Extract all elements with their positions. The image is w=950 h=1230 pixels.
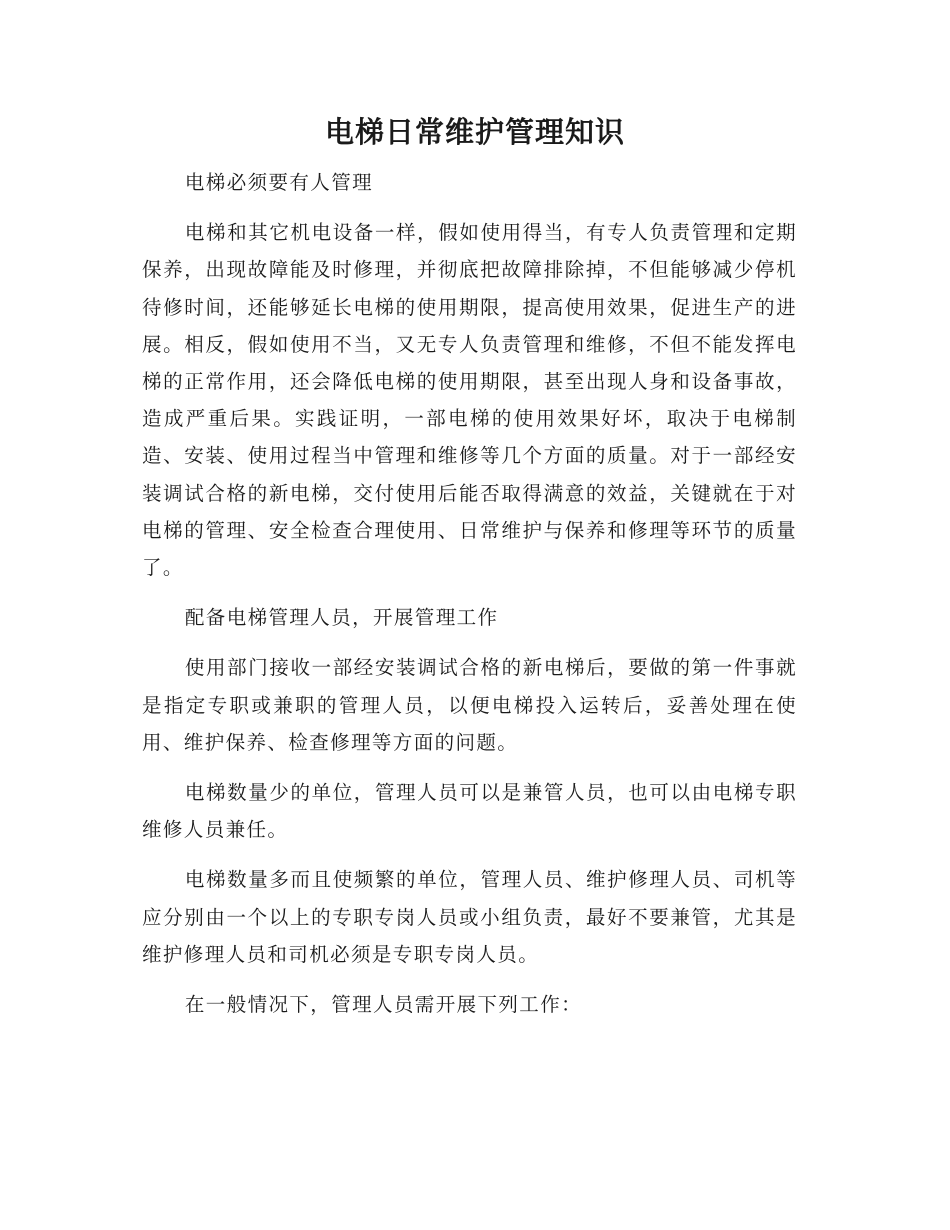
section-heading: 电梯必须要有人管理: [184, 171, 373, 194]
body-paragraph: 在一般情况下，管理人员需开展下列工作：: [184, 993, 582, 1017]
body-paragraph: 电梯数量少的单位，管理人员可以是兼管人员，也可以由电梯专职维修人员兼任。: [142, 781, 797, 842]
body-paragraph: 使用部门接收一部经安装调试合格的新电梯后，要做的第一件事就是指定专职或兼职的管理人员，以便电梯投入运转后，妥善处理在使用、维护保养、检查修理等方面的问题。: [142, 656, 797, 754]
document-title: 电梯日常维护管理知识: [324, 115, 625, 149]
body-paragraph: 电梯数量多而且使频繁的单位，管理人员、维护修理人员、司机等应分别由一个以上的专职专岗人员或小组负责，最好不要兼管，尤其是维护修理人员和司机必须是专职专岗人员。: [142, 868, 797, 966]
body-paragraph: 电梯和其它机电设备一样，假如使用得当，有专人负责管理和定期保养，出现故障能及时修理，并彻底把故障排除掉，不但能够减少停机待修时间，还能够延长电梯的使用期限，提高使用效果，促进生产的进展。相反，假如使用不当，又无专人负责管理和维修，不但不能发挥电梯的正常作用，还会降低电梯的使用期限，甚至出现人身和设备事故，造成严重后果。实践证明，一部电梯的使用效果好坏，取决于电梯制造、安装、使用过程当中管理和维修等几个方面的质量。对于一部经安装调试合格的新电梯，交付使用后能否取得满意的效益，关键就在于对电梯的管理、安全检查合理使用、日常维护与保养和修理等环节的质量了。: [142, 221, 797, 580]
document-body: [142, 164, 797, 1036]
section-heading: 配备电梯管理人员，开展管理工作: [184, 606, 499, 630]
